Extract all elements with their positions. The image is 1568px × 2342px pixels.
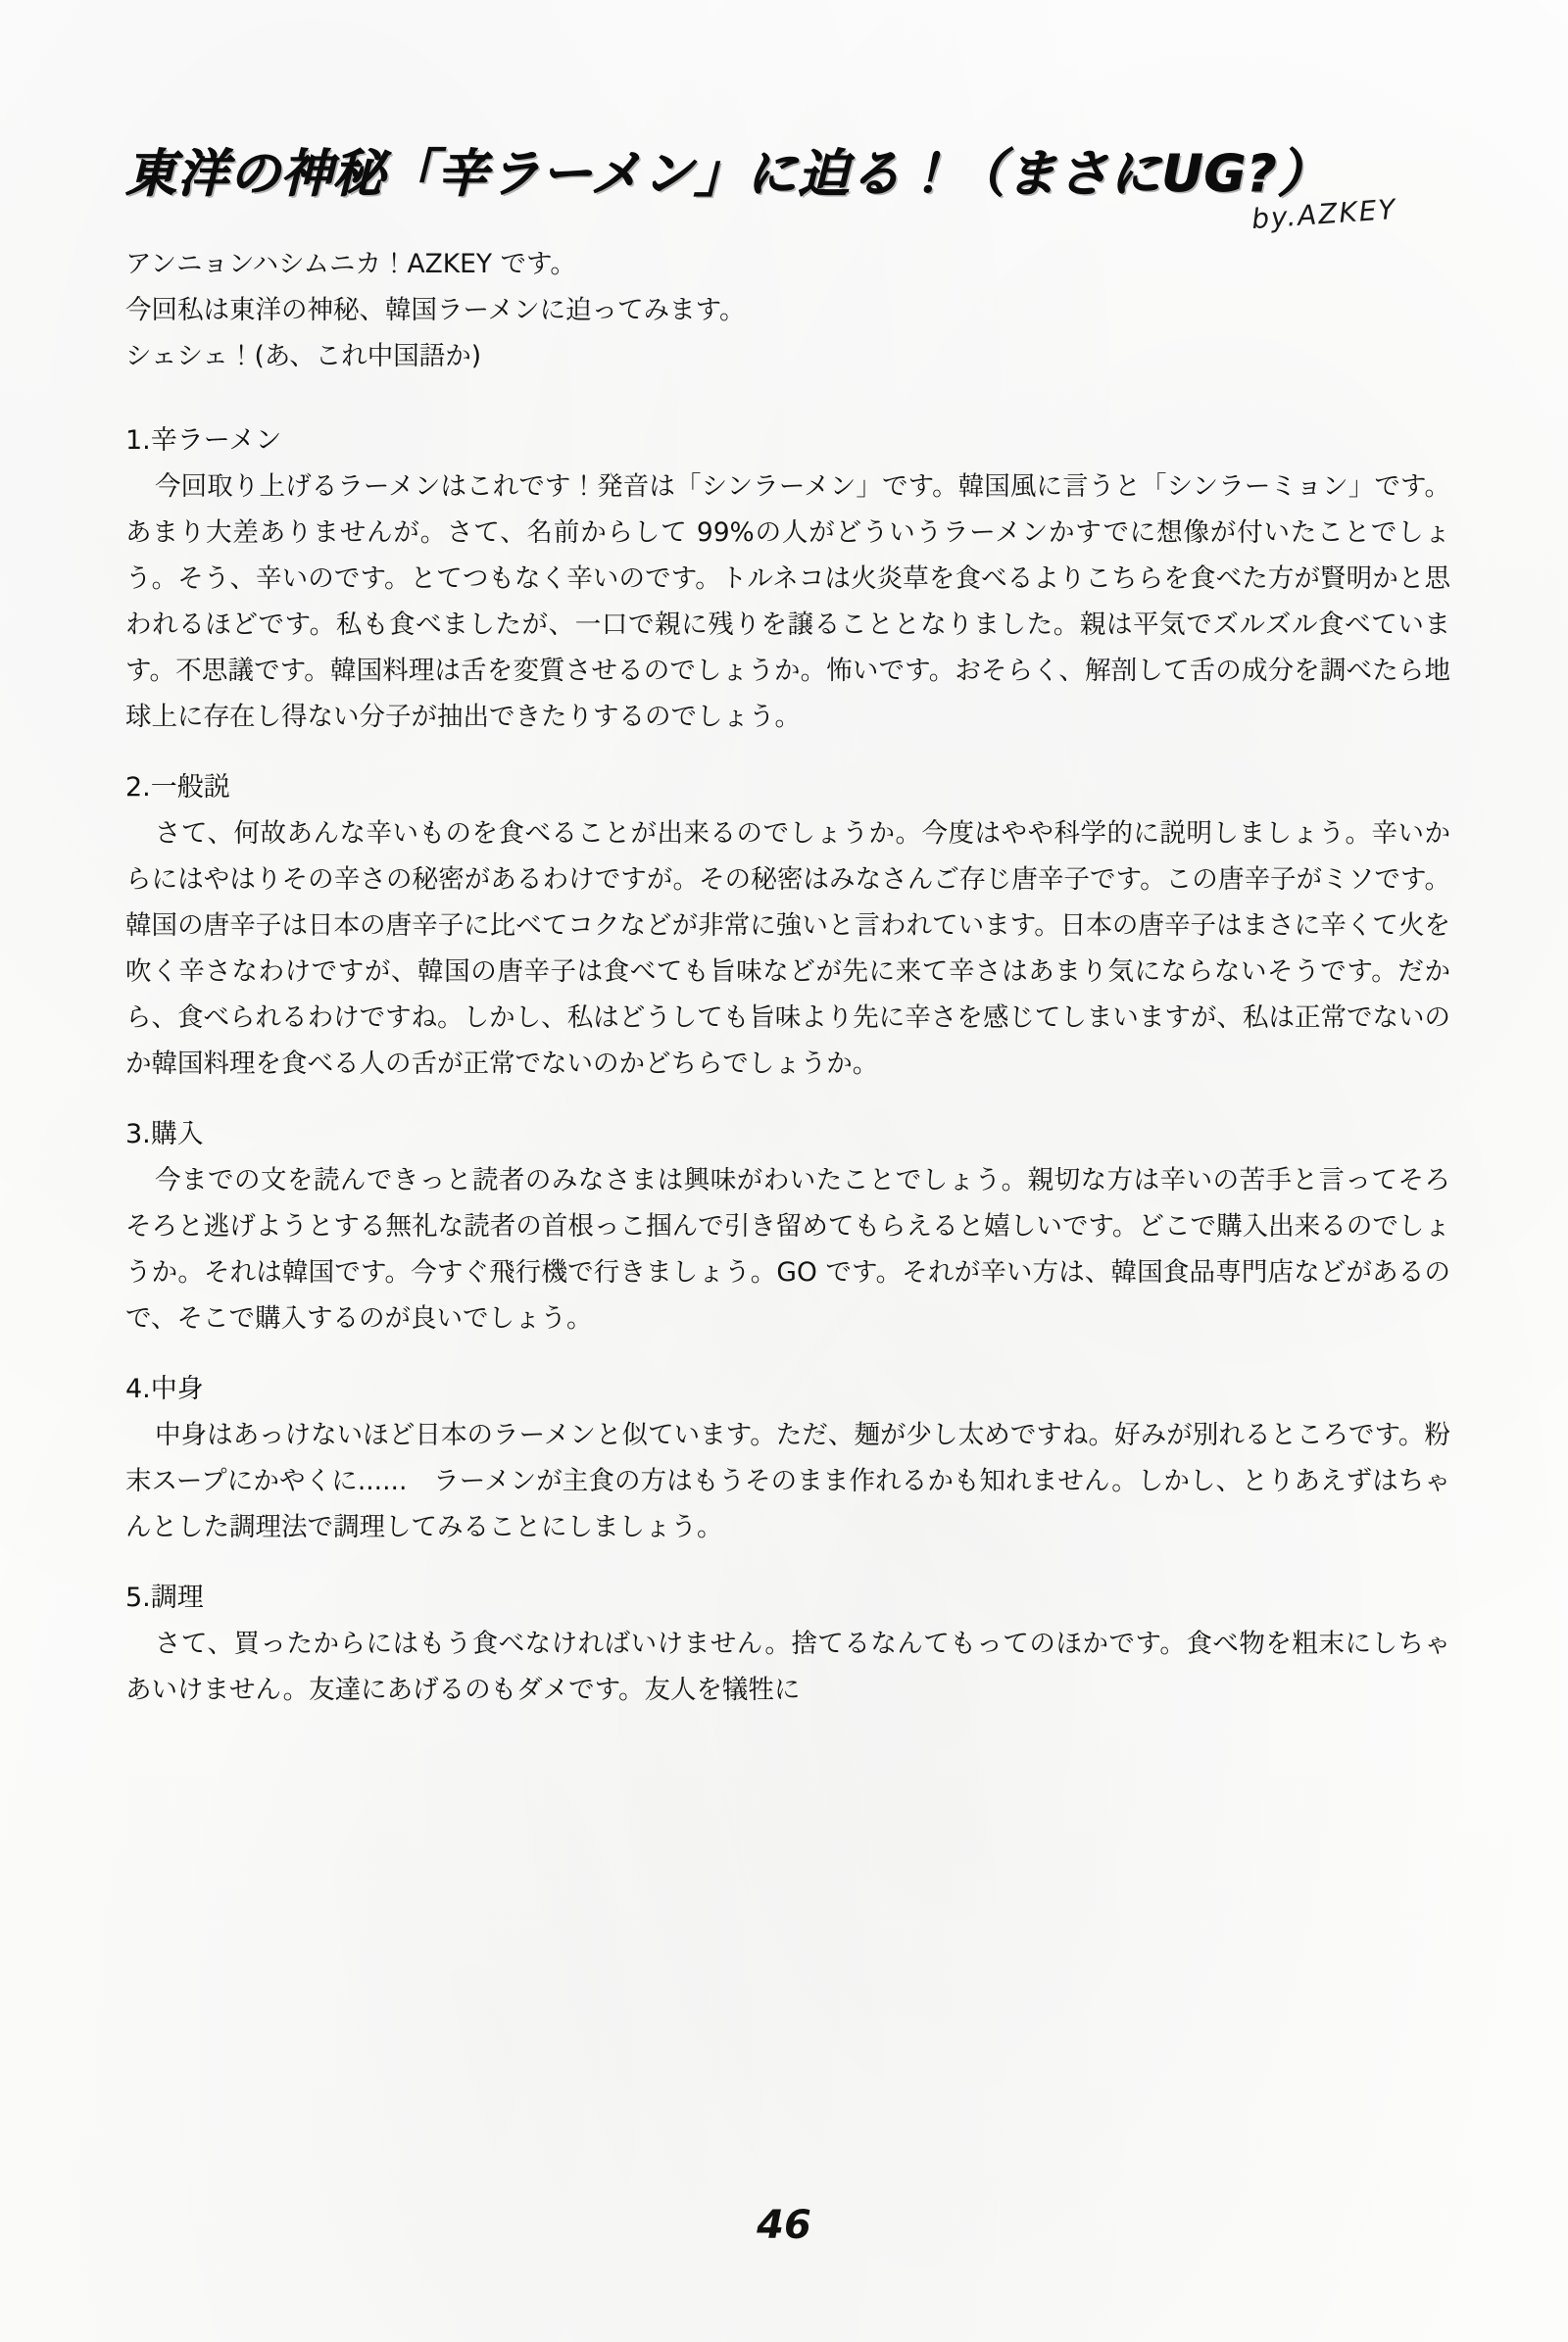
section-heading: 1.辛ラーメン — [125, 425, 282, 456]
section-body: さて、何故あんな辛いものを食べることが出来るのでしょうか。今度はやや科学的に説明しましょう。辛いからにはやはりその辛さの秘密があるわけですが。その秘密はみなさんご存じ唐辛子です。この唐辛子がミソです。韓国の唐辛子は日本の唐辛子に比べてコクなどが非常に強いと言われています。日本の唐辛子はまさに辛くて火を吹く辛さなわけですが、韓国の唐辛子は食べても旨味などが先に来て辛さはあまり気にならないそうです。だから、食べられるわけですね。しかし、私はどうしても旨味より先に辛さを感じてしまいますが、私は正常でないのか韓国料理を食べる人の舌が正常でないのかどちらでしょうか。 — [125, 818, 1450, 1079]
section-4 — [125, 1367, 1450, 1550]
section-2 — [125, 765, 1450, 1087]
page-content — [125, 145, 1450, 1713]
section-5 — [125, 1576, 1450, 1713]
intro-line-1: アンニョンハシムニカ！AZKEY です。 — [125, 249, 576, 279]
intro-line-3: シェシェ！(あ、これ中国語か) — [125, 341, 482, 371]
section-3 — [125, 1112, 1450, 1342]
section-heading: 2.一般説 — [125, 772, 230, 803]
title-block — [125, 145, 1450, 235]
section-body: さて、買ったからにはもう食べなければいけません。捨てるなんてもってのほかです。食べ物を粗末にしちゃあいけません。友達にあげるのもダメです。友人を犠牲に — [125, 1629, 1450, 1705]
section-heading: 4.中身 — [125, 1374, 204, 1404]
author-byline: by.AZKEY — [1250, 192, 1398, 236]
section-body: 今までの文を読んできっと読者のみなさまは興味がわいたことでしょう。親切な方は辛いの苦手と言ってそろそろと逃げようとする無礼な読者の首根っこ掴んで引き留めてもらえると嬉しいです。どこで購入出来るのでしょうか。それは韓国です。今すぐ飛行機で行きましょう。GO です。それが辛い方は、韓国食品専門店などがあるので、そこで購入するのが良いでしょう。 — [125, 1165, 1450, 1334]
section-heading: 5.調理 — [125, 1583, 204, 1613]
page-number: 46 — [757, 2203, 811, 2248]
section-body: 今回取り上げるラーメンはこれです！発音は「シンラーメン」です。韓国風に言うと「シンラーミョン」です。あまり大差ありませんが。さて、名前からして 99%の人がどういうラーメンかすでに想像が付いたことでしょう。そう、辛いのです。とてつもなく辛いのです。トルネコは火炎草を食べるよりこちらを食べた方が賢明かと思われるほどです。私も食べましたが、一口で親に残りを譲ることとなりました。親は平気でズルズル食べています。不思議です。韓国料理は舌を変質させるのでしょうか。怖いです。おそらく、解剖して舌の成分を調べたら地球上に存在し得ない分子が抽出できたりするのでしょう。 — [125, 471, 1450, 732]
section-heading: 3.購入 — [125, 1119, 204, 1149]
intro-line-2: 今回私は東洋の神秘、韓国ラーメンに迫ってみます。 — [125, 295, 746, 325]
intro-block — [125, 241, 1450, 379]
section-body: 中身はあっけないほど日本のラーメンと似ています。ただ、麺が少し太めですね。好みが別れるところです。粉末スープにかやくに...... ラーメンが主食の方はもうそのまま作れるかも知れません。しかし、とりあえずはちゃんとした調理法で調理してみることにしましょう。 — [125, 1420, 1450, 1542]
page-title: 東洋の神秘「辛ラーメン」に迫る！（まさにUG?） — [125, 145, 1330, 204]
section-1 — [125, 418, 1450, 740]
